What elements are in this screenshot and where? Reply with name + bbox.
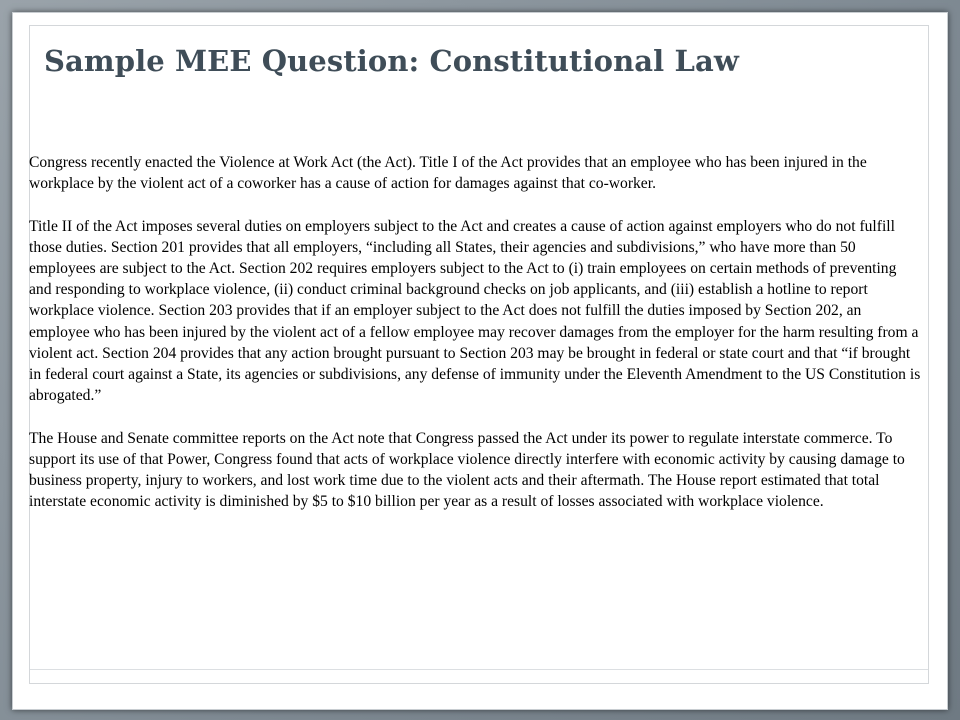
question-text — [29, 152, 922, 512]
bottom-divider — [30, 669, 928, 670]
paragraph-title-ii: Title II of the Act imposes several duties on employers subject to the Act and creates a cause of action against employers who do not fulfill those duties. Section 201 provides that all employers, “including all States, their agencies and subdivisions,” who have more than 50 employees are subject to the Act. Section 202 requires employers subject to the Act to (i) train employees on certain methods of preventing and responding to workplace violence, (ii) conduct criminal background checks on job applicants, and (iii) establish a hotline to report workplace violence. Section 203 provides that if an employer subject to the Act does not fulfill the duties imposed by Section 202, an employee who has been injured by the violent act of a fellow employee may recover damages from the employer for the harm resulting from a violent act. Section 204 provides that any action brought pursuant to Section 203 may be brought in federal or state court and that “if brought in federal court against a State, its agencies or subdivisions, any defense of immunity under the Eleventh Amendment to the US Constitution is abrogated.” — [29, 217, 921, 405]
paragraph-title-i: Congress recently enacted the Violence at Work Act (the Act). Title I of the Act provides that an employee who has been injured in the workplace by the violent act of a coworker has a cause of action for damages against that co-worker. — [29, 154, 867, 193]
paragraph-committee-reports: The House and Senate committee reports on the Act note that Congress passed the Act under its power to regulate interstate commerce. To support its use of that Power, Congress found that acts of workplace violence directly interfere with economic activity by causing damage to business property, injury to workers, and lost work time due to the violent acts and their aftermath. The House report estimated that total interstate economic activity is diminished by $5 to $10 billion per year as a result of losses associated with workplace violence. — [29, 429, 905, 511]
slide-title: Sample MEE Question: Constitutional Law — [44, 44, 739, 78]
